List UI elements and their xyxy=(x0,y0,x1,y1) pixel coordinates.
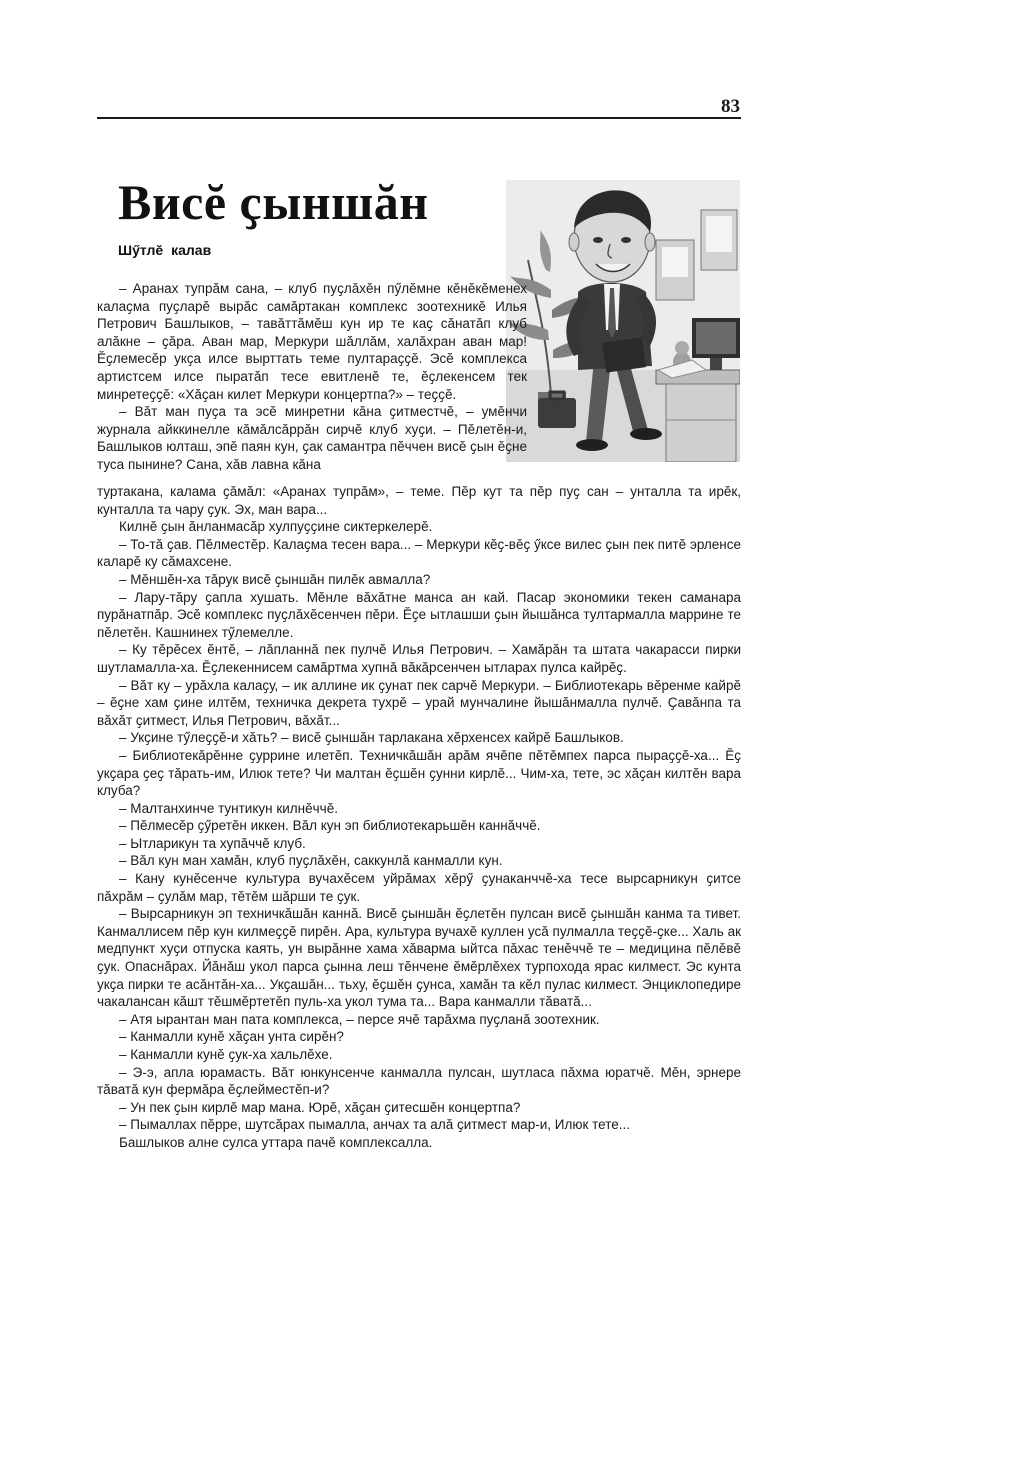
page-number: 83 xyxy=(721,96,740,117)
paragraph: – Малтанхинче тунтикун килнĕччĕ. xyxy=(119,800,338,816)
paragraph: Килнĕ ҫын ăнланмасăр хулпуҫҫине сиктеркелерĕ. xyxy=(119,519,433,535)
paragraph: – Вырсарникун эп техничкăшăн каннă. Висĕ ҫыншăн ĕҫлетĕн пулсан висĕ ҫыншăн канма та тивет. Канмаллисем пĕр кун килмеҫҫĕ пирĕн. Ара, культура вучахĕ куллен усă пулмалла теҫҫĕ-ҫке... Халь ак медпункт хуҫи отпуска каять, ун вырăнне хама хăварма ыйтса пăхас тенĕччĕ те – медицина пĕлĕвĕ ҫук. Опаснăрах. Йăнăш укол парса ҫынна леш тĕнчене ĕмĕрлĕхех турпохода ярас килмест. Эс кунта укҫа пирки те асăнтăн-ха... Укҫашăн... тьху, ĕҫшĕн ҫунса, хамăн та кĕл пулас килмест. Энциклопедире чакалансан кăшт тĕшмĕртетĕп пуль-ха укол тума та... Вара канмалли тăватă... xyxy=(97,906,741,1010)
paragraph: – Мĕншĕн-ха тăрук висĕ ҫыншăн пилĕк авмалла? xyxy=(119,571,431,587)
paragraph: – Библиотекăрĕнне ҫуррине илетĕп. Техничкăшăн арăм ячĕпе пĕтĕмпех парса пыраҫҫĕ-ха... Ĕҫ укҫара ҫеҫ тăрать-им, Илюк тете? Чи малтан ĕҫшĕн ҫунни кирлĕ... Чим-ха, тете, эс хăҫан килтĕн вара клуба? xyxy=(97,747,741,799)
article-subtitle: Шӳтлĕ калав xyxy=(118,242,212,258)
paragraph: – Вăт ку – урăхла калаҫу, – ик аллине ик ҫунат пек сарчĕ Меркури. – Библиотекарь вĕренме кайрĕ – ĕҫне хам ҫине илтĕм, техничка декрета тухрĕ – урай мунчалине йышăнмалла пулчĕ. Ҫавăнпа та вăхăт ҫитмест, Илья Петрович, вăхăт... xyxy=(97,677,741,728)
header-rule xyxy=(97,117,741,119)
article-title: Висĕ ҫыншăн xyxy=(118,174,429,230)
paragraph: – Вăт ман пуҫа та эсĕ минретни кăна ҫитместчĕ, – умĕнчи журнала айккинелле кăмăлсăррăн сирчĕ клуб хуҫи. – Пĕлетĕн-и, Башлыков юлташ, эпĕ паян кун, ҫак самантра пĕччен висĕ ҫын ĕҫне туса пынине? Сана, хăв лавна кăна xyxy=(97,404,527,472)
paragraph: – Ун пек ҫын кирлĕ мар мана. Юрĕ, хăҫан ҫитесшĕн концертпа? xyxy=(119,1099,521,1115)
caricature-illustration-icon xyxy=(506,180,740,462)
paragraph-continuation: туртакана, калама ҫăмăл: «Аранах тупрăм», – теме. Пĕр кут та пĕр пуҫ сан – унталла та ирĕк, кунталла та чару ҫук. Эх, ман вара... xyxy=(97,484,741,517)
paragraph: – Укҫине тӳлеҫҫĕ-и хăть? – висĕ ҫыншăн тарлакана хĕрхенсех кайрĕ Башлыков. xyxy=(119,730,624,746)
paragraph: – Канмалли кунĕ ҫук-ха хальлĕхе. xyxy=(119,1047,333,1062)
paragraph: Башлыков алне сулса уттара пачĕ комплексалла. xyxy=(119,1134,433,1150)
paragraph: – То-тă ҫав. Пĕлместĕр. Калаҫма тесен вара... – Меркури кĕҫ-вĕҫ ӳксе вилес ҫын пек питĕ эрленсе каларĕ ку сăмахсене. xyxy=(97,536,741,570)
article-body-narrow xyxy=(97,280,527,474)
paragraph: – Пымаллах пĕрре, шутсăрах пымалла, анчах та алă ҫитмест мар-и, Илюк тете... xyxy=(119,1117,630,1133)
paragraph: – Ку тĕрĕсех ĕнтĕ, – лăпланнă пек пулчĕ Илья Петрович. – Хамăрăн та штата чакарасси пирки шутламалла-ха. Ĕҫлекеннисем самăртма хупнă вăкăрсенчен ытларах пулса кайрĕҫ. xyxy=(97,642,741,675)
paragraph: – Э-э, апла юрамасть. Вăт юнкунсенче канмалла пулсан, шутласа пăхма юратчĕ. Мĕн, эрнере тăватă кун фермăра ĕҫлейместĕп-и? xyxy=(97,1064,741,1098)
paragraph: – Лару-тăру ҫапла хушать. Мĕнле вăхăтне манса ан кай. Пасар экономики текен саманара пурăнатпăр. Эсĕ комплекс пуҫлăхĕсенчен пĕри. Ĕҫе ытлашши ҫын йышăнса тултармалла маррине те пĕлетĕн. Кашнинех тӳлемелле. xyxy=(97,589,741,640)
paragraph: – Канмалли кунĕ хăҫан унта сирĕн? xyxy=(119,1029,344,1045)
paragraph: – Вăл кун ман хамăн, клуб пуҫлăхĕн, саккунлă канмалли кун. xyxy=(119,853,503,869)
paragraph: – Пĕлмесĕр ҫӳретĕн иккен. Вăл кун эп библиотекарьшĕн каннăччĕ. xyxy=(119,818,541,834)
paragraph: – Ытларикун та хупăччĕ клуб. xyxy=(119,835,306,851)
paragraph: – Атя ырантан ман пата комплекса, – персе ячĕ тарăхма пуҫланă зоотехник. xyxy=(119,1011,600,1027)
paragraph: – Кану кунĕсенче культура вучахĕсем уйрăмах хĕрӳ ҫунаканччĕ-ха тесе вырсарникун ҫитсе пăхрăм – ҫулăм мар, тĕтĕм шăрши те ҫук. xyxy=(97,871,741,904)
article-body-wide xyxy=(97,483,741,1152)
paragraph: – Аранах тупрăм сана, – клуб пуҫлăхĕн пӳлĕмне кĕнĕкĕменех калаҫма пуҫларĕ вырăс самăртакан комплекс зоотехникĕ Илья Петрович Башлыков, – тавăттăмĕш кун ир те каҫ сăнатăп клуб алăкне – ҫăра. Аван мар, Меркури шăллăм, халăхран аван мар! Ĕҫлемесĕр укҫа илсе вырттать теме пултараҫҫĕ. Эсĕ комплекса артистсем илсе пыратăп тесе евитленĕ те, ĕҫлекенсем тек минретеҫҫĕ: «Хăҫан килет Меркури концертпа?» – теҫҫĕ. xyxy=(97,281,527,402)
